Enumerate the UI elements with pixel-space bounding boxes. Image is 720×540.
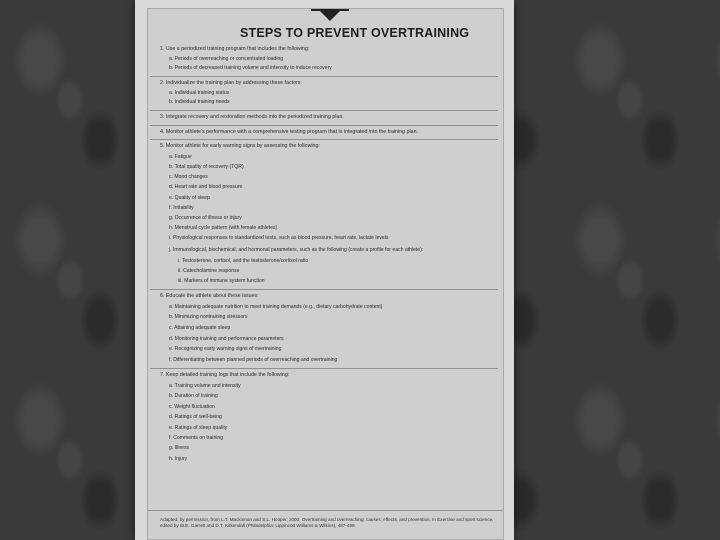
sub-list-item: ii. Catecholamine response — [178, 267, 240, 274]
list-item: b. Periods of decreased training volume and intensity to induce recovery — [169, 64, 332, 71]
section-items — [160, 55, 498, 74]
list-item: h. Menstrual cycle pattern (with female athletes) — [169, 225, 278, 232]
list-item: e. Ratings of sleep quality — [169, 424, 228, 431]
list-item: f. Comments on training — [169, 434, 224, 441]
document-page — [147, 8, 504, 540]
section-heading: 4. Monitor athlete's performance with a comprehensive testing program that is integrated into the training plan. — [160, 128, 419, 135]
slide-frame — [135, 0, 514, 540]
section-divider — [150, 289, 498, 290]
list-item: i. Physiological responses to standardized tests, such as blood pressure, heart rate, lactate levels — [169, 235, 389, 242]
list-item: j. Immunological, biochemical, and hormonal parameters, such as the following (create a profile for each athlete): — [169, 246, 424, 253]
list-item: b. Minimizing nontraining stressors — [169, 314, 248, 321]
list-item: a. Maintaining adequate nutrition to meet training demands (e.g., dietary carbohydrate content) — [169, 303, 383, 310]
sub-list-item: i. Testosterone, cortisol, and the testosterone/cortisol ratio — [178, 257, 309, 264]
list-item: a. Fatigue — [169, 153, 192, 160]
section-divider — [150, 110, 498, 111]
section-divider — [150, 76, 498, 77]
list-item: f. Irritability — [169, 204, 194, 211]
section-7 — [160, 372, 498, 464]
list-item: a. Periods of overreaching or concentrated loading — [169, 55, 284, 62]
list-item: b. Individual training needs — [169, 98, 230, 105]
section-heading: 3. Integrate recovery and restoration methods into the periodized training plan. — [160, 114, 344, 121]
list-item: e. Recognizing early warning signs of overtraining — [169, 346, 282, 353]
list-item: c. Mood changes — [169, 174, 208, 181]
down-arrow-icon — [318, 9, 342, 21]
section-divider — [150, 125, 498, 126]
section-items — [160, 89, 498, 108]
sub-list-item: iii. Markers of immune system function — [178, 278, 265, 285]
list-item: d. Monitoring training and performance parameters — [169, 335, 284, 342]
section-items — [160, 152, 498, 255]
section-3 — [160, 114, 498, 122]
section-heading: 6. Educate the athlete about these issues: — [160, 293, 259, 300]
list-item: g. Illness — [169, 445, 190, 452]
list-item: d. Heart rate and blood pressure — [169, 184, 243, 191]
list-item: h. Injury — [169, 455, 188, 462]
section-1 — [160, 46, 498, 73]
list-item: f. Differentiating between planned periods of overreaching and overtraining — [169, 356, 338, 363]
source-citation: Adapted, by permission, from L.T. Mackinnon and S.L. Hooper, 2000, Overtraining and overreaching: causes, effects, and prevention. In Exercise and sport science, edited by W.E. Garrett and D.T. Kirkendall (Philadelphia: Lippincott Williams & Wilkins), 487-498. — [160, 517, 494, 529]
page-title: STEPS TO PREVENT OVERTRAINING — [240, 26, 470, 40]
list-item: c. Attaining adequate sleep — [169, 325, 231, 332]
section-divider — [150, 139, 498, 140]
section-4 — [160, 129, 498, 137]
list-item: a. Individual training status — [169, 89, 230, 96]
section-5 — [160, 143, 498, 286]
footer-divider — [148, 510, 503, 511]
section-heading: 7. Keep detailed training logs that include the following: — [160, 372, 290, 379]
sub-items — [160, 256, 498, 287]
section-2 — [160, 80, 498, 107]
section-divider — [150, 368, 498, 369]
section-items — [160, 302, 498, 366]
list-item: d. Ratings of well-being — [169, 414, 222, 421]
section-6 — [160, 293, 498, 365]
list-item: b. Duration of training — [169, 393, 218, 400]
list-item: e. Quality of sleep — [169, 194, 210, 201]
list-item: g. Occurrence of illness or injury — [169, 214, 242, 221]
list-item: b. Total quality of recovery (TQR) — [169, 163, 244, 170]
list-item: a. Training volume and intensity — [169, 382, 241, 389]
section-items — [160, 381, 498, 464]
section-heading: 1. Use a periodized training program that includes the following: — [160, 46, 310, 52]
section-heading: 5. Monitor athlete for early warning signs by assessing the following: — [160, 143, 320, 150]
list-item: c. Weight fluctuation — [169, 403, 215, 410]
steps-list — [160, 46, 498, 464]
section-heading: 2. Individualize the training plan by addressing these factors: — [160, 80, 302, 87]
